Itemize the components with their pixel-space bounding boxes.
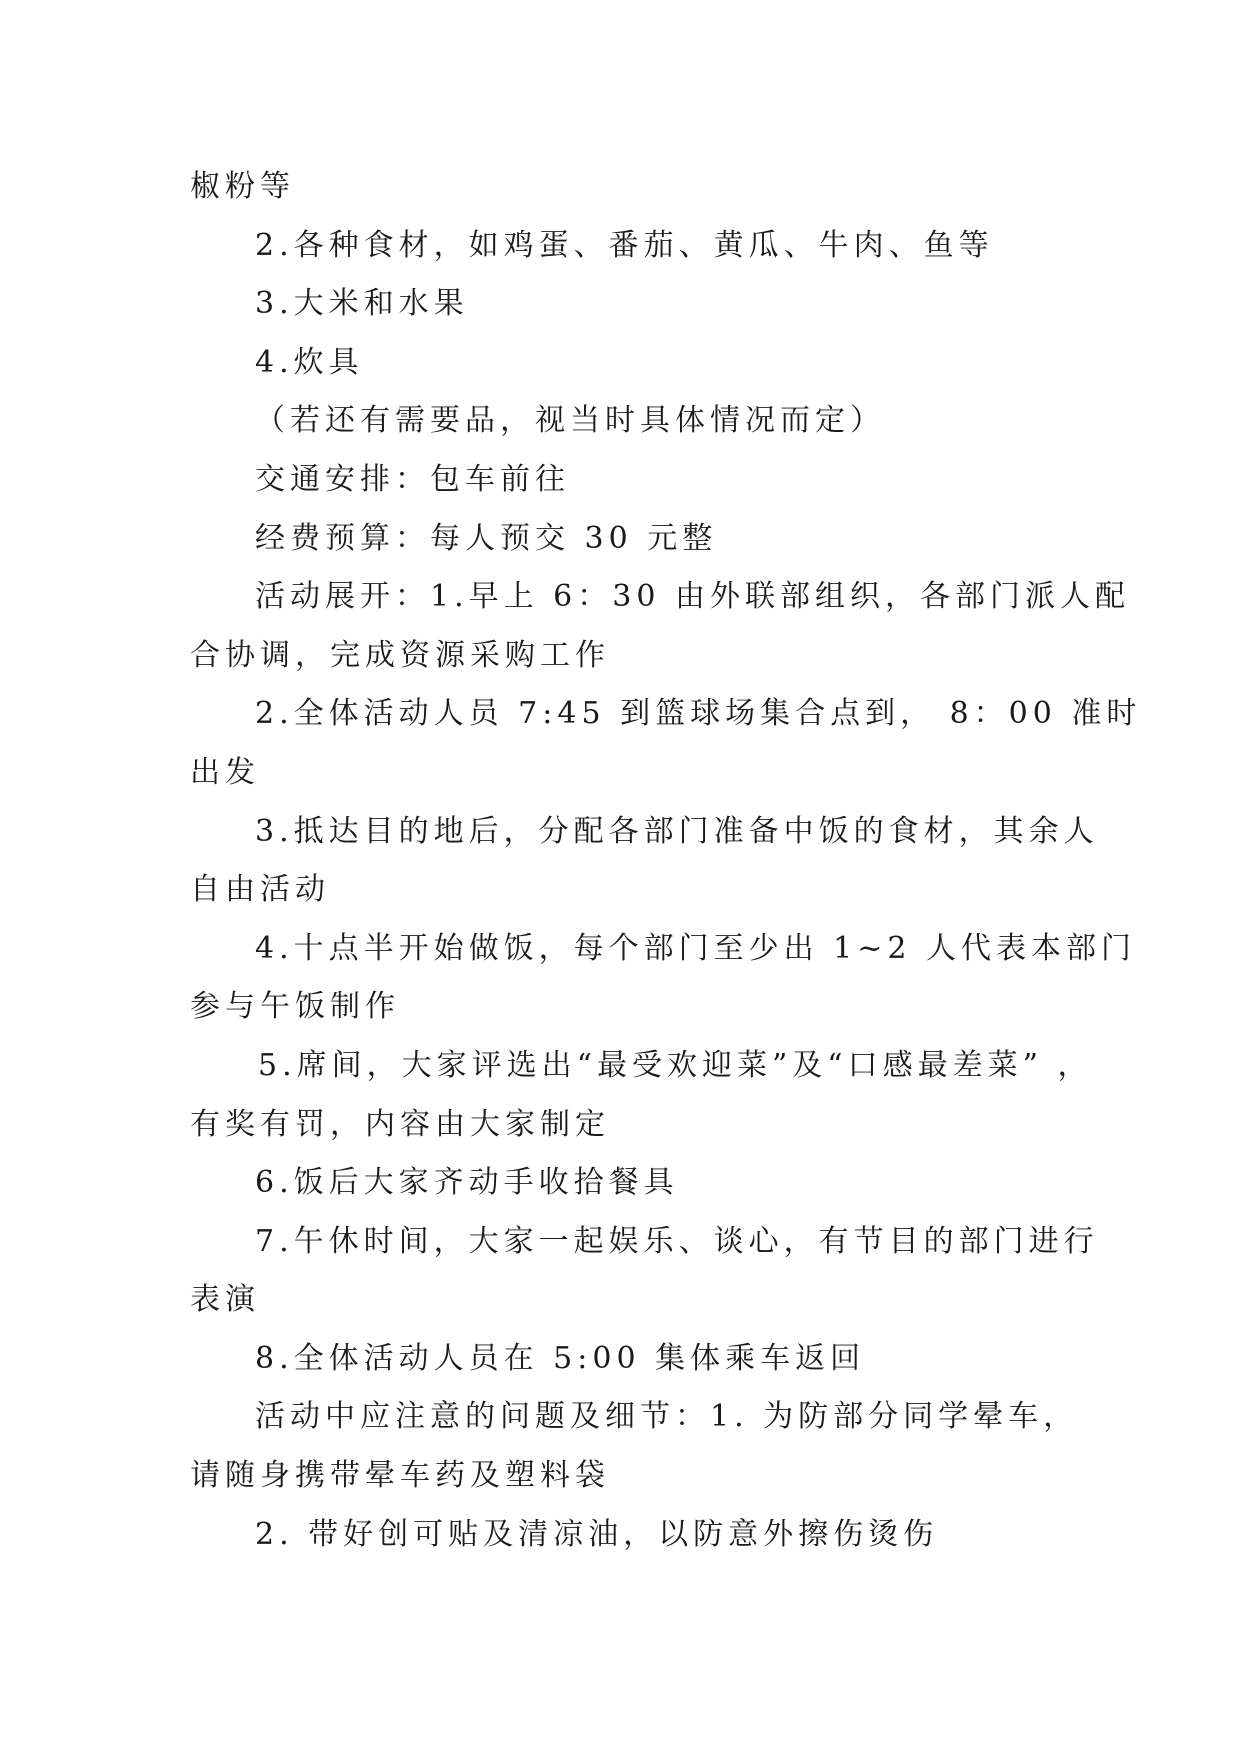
list-item: 3.抵达目的地后，分配各部门准备中饭的食材，其余人: [255, 813, 1099, 849]
document-body: [190, 158, 1142, 1564]
text-line: 出发: [190, 754, 260, 790]
list-item: 4.十点半开始做饭，每个部门至少出 1~2 人代表本部门: [255, 930, 1137, 966]
text-line: 合协调，完成资源采购工作: [190, 637, 610, 673]
list-item: 3.大米和水果: [255, 286, 469, 322]
text-line: 椒粉等: [190, 169, 295, 204]
list-item: 2.全体活动人员 7:45 到篮球场集合点到， 8：00 准时: [255, 696, 1142, 732]
list-item: 2.各种食材，如鸡蛋、番茄、黄瓜、牛肉、鱼等: [255, 227, 994, 263]
text-line: 参与午饭制作: [190, 989, 400, 1025]
list-item: 7.午休时间，大家一起娱乐、谈心，有节目的部门进行: [255, 1223, 1099, 1259]
transport-line: 交通安排：包车前往: [255, 461, 570, 497]
list-item: 6.饭后大家齐动手收拾餐具: [255, 1165, 679, 1201]
note-line: （若还有需要品，视当时具体情况而定）: [255, 403, 885, 439]
text-line: 自由活动: [190, 872, 330, 908]
list-item: 8.全体活动人员在 5:00 集体乘车返回: [255, 1340, 866, 1376]
text-line: 表演: [190, 1282, 260, 1318]
text-line: 请随身携带晕车药及塑料袋: [190, 1458, 610, 1494]
list-item: 5.席间，大家评选出“最受欢迎菜”及“口感最差菜” ，: [258, 1047, 1093, 1083]
list-item: 4.炊具: [255, 344, 364, 380]
budget-line: 经费预算：每人预交 30 元整: [255, 520, 718, 556]
text-line: 有奖有罚，内容由大家制定: [190, 1106, 610, 1142]
notes-line: 活动中应注意的问题及细节：1. 为防部分同学晕车，: [255, 1399, 1079, 1435]
list-item: 2. 带好创可贴及清凉油，以防意外擦伤烫伤: [255, 1516, 939, 1552]
schedule-line: 活动展开：1.早上 6：30 由外联部组织，各部门派人配: [255, 579, 1130, 615]
